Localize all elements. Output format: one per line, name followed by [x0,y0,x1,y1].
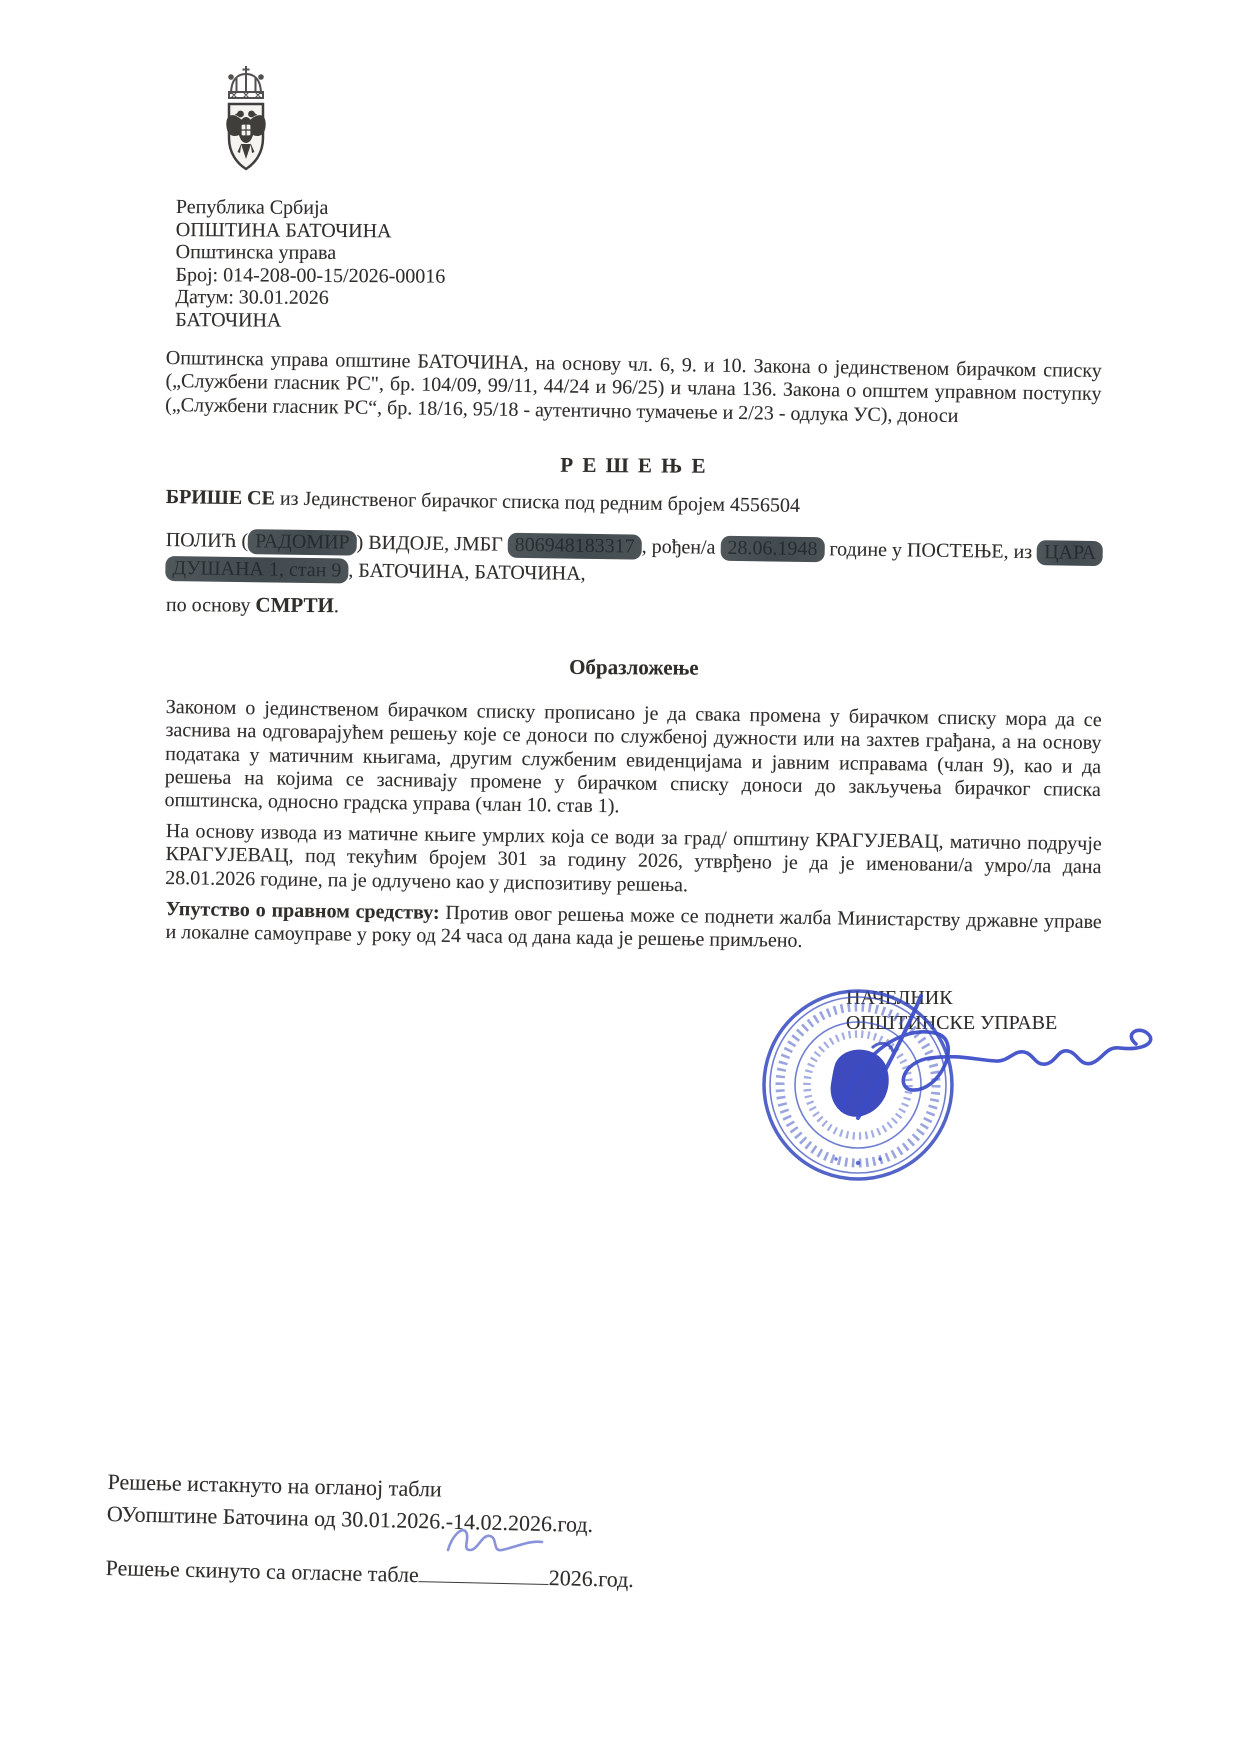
posting-notes [105,1466,636,1596]
letterhead-municipality: ОПШТИНА БАТОЧИНА [175,218,392,242]
subject-details [165,526,1126,595]
subject-born-label: , рођен/а [641,535,721,559]
legal-remedy-paragraph [165,898,1102,958]
basis-reason: СМРТИ [255,592,334,618]
explanation-paragraph-2: На основу извода из матичне књиге умрлих која се води за град/ општину КРАГУЈЕВАЦ, матично подручје КРАГУЈЕВАЦ, под текућим бројем 301 за годину 2026, утврђено је да је именовани/а умро/ла дана 28.01.2026 године, па је одлучено као у диспозитиву решења. [165,820,1102,896]
letterhead-place: БАТОЧИНА [175,308,282,332]
letterhead-case-number: Број: 014-208-00-15/2026-00016 [175,263,446,288]
removal-note-line [105,1552,634,1596]
redaction-street-2: ДУШАНА 1, стан 9 [165,556,348,584]
decision-heading: Р Е Ш Е Њ Е [560,452,708,478]
subject-birthplace: године у ПОСТЕЊЕ, из [824,538,1038,564]
letterhead-department: Општинска управа [175,240,337,264]
coat-of-arms-icon [214,64,278,176]
posting-note-line-1: Решење истакнуто на огланој табли [107,1468,443,1502]
posting-note-line-2: ОУопштине Баточина од 30.01.2026.-14.02.2026.год. [106,1500,594,1538]
disposition-text: из Јединственог бирачког списка под редним бројем 4556504 [274,487,801,517]
disposition-line [166,486,1102,522]
subject-surname: ПОЛИЋ ( [165,528,249,553]
signatory-title-line-2: ОПШТИНСКЕ УПРАВЕ [846,1012,1058,1034]
letterhead-date: Датум: 30.01.2026 [175,285,329,309]
removal-note-suffix: 2026.год. [548,1565,635,1592]
intro-paragraph: Општинска управа општине БАТОЧИНА, на основу чл. 6, 9. и 10. Закона о јединственом бирачком списку („Службени гласник РС", бр. 104/09, 99/11, 44/24 и 96/25) и члана 136. Закона о општем управном поступку („Службени гласник РС“, бр. 18/16, 95/18 - аутентично тумачење и 2/23 - одлука УС), доноси [165,347,1102,427]
blank-line [419,1561,549,1585]
basis-line [166,592,339,618]
subject-firstname: ) ВИДОЈЕ, ЈМБГ [356,531,508,556]
redaction-parent-name: РАДОМИР [248,529,357,556]
explanation-paragraph-1: Законом о јединственом бирачком списку прописано је да свака промена у бирачком списку мора да се заснива на одговарајућем решењу које се доноси по службеној дужности или на захтев грађана, а на основу података у матичним књигама, другим службеним евиденцијама и јавним исправама (члан 9), као и да решења на којима се заснивају промене у бирачком списку доноси до закључења бирачког списка општинска, односно градска управа (члан 10. став 1). [164,696,1102,818]
subject-municipality: , БАТОЧИНА, БАТОЧИНА, [348,559,586,585]
basis-prefix: по основу [165,593,256,617]
legal-remedy-label: Упутство о правном средству: [165,898,440,924]
removal-note-prefix: Решење скинуто са огласне табле [105,1554,420,1588]
disposition-keyword: БРИШЕ СЕ [165,486,276,510]
signature-ink [770,970,1190,1170]
explanation-heading: Образложење [569,654,699,680]
basis-suffix: . [333,595,339,618]
redaction-birthdate: 28.06.1948 [720,536,824,562]
letterhead [175,196,446,333]
legal-remedy-text: Против овог решења може се поднети жалба Министарству државне управе и локалне самоуправе у року од 24 часа од дана када је решење примљено. [165,901,1102,953]
signatory-title-line-1: НАЧЕЛНИК [846,987,953,1009]
initials-ink [438,1514,548,1558]
letterhead-country: Република Србија [175,196,329,219]
redaction-street-1: ЦАРА [1037,540,1103,566]
redaction-jmbg: 806948183317 [508,533,642,560]
